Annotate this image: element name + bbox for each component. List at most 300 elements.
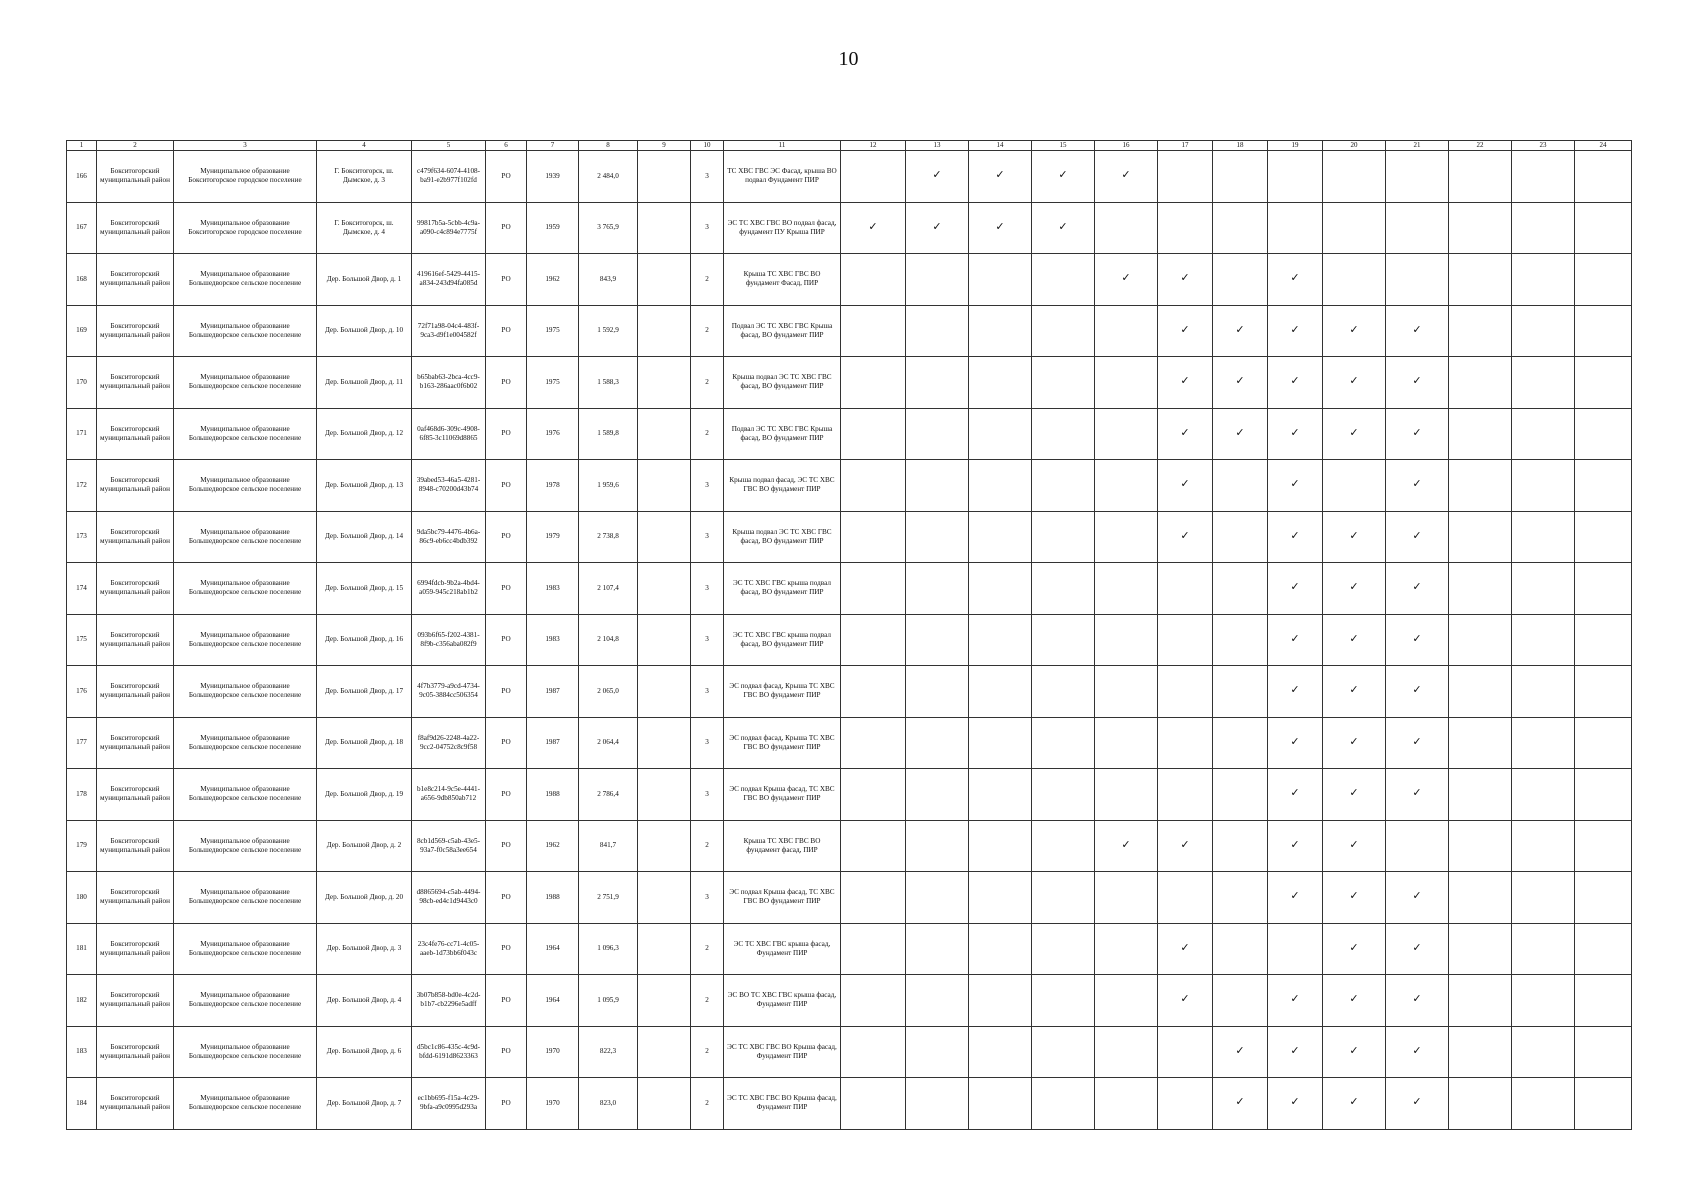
district-cell: Бокситогорский муниципальный район: [97, 975, 174, 1027]
municipality-cell: Муниципальное образование Большедворское сельское поселение: [174, 460, 317, 512]
column-header: 11: [724, 141, 841, 151]
row-number: 168: [67, 254, 97, 306]
empty-cell: [1575, 563, 1632, 615]
address-cell: Дер. Большой Двор, д. 13: [317, 460, 412, 512]
empty-cell: [906, 1078, 969, 1130]
row-number: 181: [67, 923, 97, 975]
column-10-cell: 3: [691, 460, 724, 512]
empty-cell: [1095, 305, 1158, 357]
empty-cell: [1158, 872, 1213, 924]
empty-cell: [841, 254, 906, 306]
ownership-type-cell: РО: [486, 460, 527, 512]
district-cell: Бокситогорский муниципальный район: [97, 151, 174, 203]
guid-cell: 6994fdcb-9b2a-4bd4-a059-945c218ab1b2: [412, 563, 486, 615]
column-10-cell: 3: [691, 614, 724, 666]
column-10-cell: 2: [691, 254, 724, 306]
works-cell: ЭС подвал Крыша фасад, ТС ХВС ГВС ВО фундамент ПИР: [724, 769, 841, 821]
empty-cell: [1158, 1026, 1213, 1078]
empty-cell: [906, 408, 969, 460]
district-cell: Бокситогорский муниципальный район: [97, 923, 174, 975]
empty-cell: [1449, 1026, 1512, 1078]
empty-cell: [1095, 614, 1158, 666]
empty-cell: [1449, 820, 1512, 872]
empty-cell: [969, 305, 1032, 357]
year-cell: 1976: [527, 408, 579, 460]
column-header: 14: [969, 141, 1032, 151]
empty-cell: [1158, 769, 1213, 821]
empty-cell: [1213, 769, 1268, 821]
works-cell: Крыша подвал ЭС ТС ХВС ГВС фасад, ВО фундамент ПИР: [724, 511, 841, 563]
address-cell: Дер. Большой Двор, д. 20: [317, 872, 412, 924]
district-cell: Бокситогорский муниципальный район: [97, 511, 174, 563]
ownership-type-cell: РО: [486, 717, 527, 769]
guid-cell: 093b6f65-f202-4381-8f9b-c356aba082f9: [412, 614, 486, 666]
table-row: [67, 769, 1632, 821]
empty-cell: [1095, 717, 1158, 769]
year-cell: 1979: [527, 511, 579, 563]
empty-cell: [1268, 151, 1323, 203]
empty-cell: [841, 717, 906, 769]
empty-cell: [1449, 717, 1512, 769]
column-9-cell: [638, 460, 691, 512]
column-10-cell: 3: [691, 717, 724, 769]
area-cell: 3 765,9: [579, 202, 638, 254]
empty-cell: [1095, 1078, 1158, 1130]
column-9-cell: [638, 254, 691, 306]
check-mark-icon: ✓: [1268, 614, 1323, 666]
check-mark-icon: ✓: [1268, 820, 1323, 872]
row-number: 173: [67, 511, 97, 563]
check-mark-icon: ✓: [1095, 151, 1158, 203]
empty-cell: [1032, 769, 1095, 821]
area-cell: 2 104,8: [579, 614, 638, 666]
table-row: [67, 357, 1632, 409]
empty-cell: [1575, 408, 1632, 460]
empty-cell: [841, 511, 906, 563]
municipality-cell: Муниципальное образование Большедворское сельское поселение: [174, 923, 317, 975]
address-cell: Дер. Большой Двор, д. 17: [317, 666, 412, 718]
empty-cell: [1095, 975, 1158, 1027]
table-row: [67, 614, 1632, 666]
ownership-type-cell: РО: [486, 563, 527, 615]
empty-cell: [1213, 872, 1268, 924]
ownership-type-cell: РО: [486, 1078, 527, 1130]
row-number: 174: [67, 563, 97, 615]
column-10-cell: 3: [691, 872, 724, 924]
empty-cell: [1575, 1078, 1632, 1130]
check-mark-icon: ✓: [1386, 666, 1449, 718]
address-cell: Г. Бокситогорск, ш. Дымское, д. 3: [317, 151, 412, 203]
row-number: 176: [67, 666, 97, 718]
check-mark-icon: ✓: [1158, 923, 1213, 975]
column-header: 12: [841, 141, 906, 151]
address-cell: Дер. Большой Двор, д. 18: [317, 717, 412, 769]
empty-cell: [1213, 975, 1268, 1027]
empty-cell: [1575, 717, 1632, 769]
check-mark-icon: ✓: [1386, 408, 1449, 460]
ownership-type-cell: РО: [486, 408, 527, 460]
check-mark-icon: ✓: [1268, 975, 1323, 1027]
column-9-cell: [638, 151, 691, 203]
column-9-cell: [638, 872, 691, 924]
check-mark-icon: ✓: [1323, 563, 1386, 615]
empty-cell: [969, 820, 1032, 872]
empty-cell: [1268, 202, 1323, 254]
column-10-cell: 3: [691, 666, 724, 718]
works-cell: Подвал ЭС ТС ХВС ГВС Крыша фасад, ВО фундамент ПИР: [724, 305, 841, 357]
year-cell: 1939: [527, 151, 579, 203]
column-header: 13: [906, 141, 969, 151]
guid-cell: 9da5bc79-4476-4b6a-86c9-eb6cc4bdb392: [412, 511, 486, 563]
empty-cell: [1386, 254, 1449, 306]
check-mark-icon: ✓: [1268, 408, 1323, 460]
column-10-cell: 2: [691, 923, 724, 975]
area-cell: 2 064,4: [579, 717, 638, 769]
empty-cell: [969, 408, 1032, 460]
empty-cell: [1575, 820, 1632, 872]
guid-cell: f8af9d26-2248-4a22-9cc2-04752c8c9f58: [412, 717, 486, 769]
empty-cell: [969, 923, 1032, 975]
column-9-cell: [638, 1078, 691, 1130]
empty-cell: [1449, 254, 1512, 306]
year-cell: 1987: [527, 717, 579, 769]
works-cell: ЭС ТС ХВС ГВС ВО подвал фасад, фундамент ПУ Крыша ПИР: [724, 202, 841, 254]
ownership-type-cell: РО: [486, 769, 527, 821]
works-cell: ТС ХВС ГВС ЭС Фасад, крыша ВО подвал Фундамент ПИР: [724, 151, 841, 203]
column-9-cell: [638, 511, 691, 563]
table-row: [67, 666, 1632, 718]
row-number: 170: [67, 357, 97, 409]
empty-cell: [1032, 820, 1095, 872]
empty-cell: [969, 717, 1032, 769]
empty-cell: [906, 614, 969, 666]
empty-cell: [1575, 872, 1632, 924]
empty-cell: [906, 254, 969, 306]
works-cell: ЭС ТС ХВС ГВС крыша подвал фасад, ВО фундамент ПИР: [724, 563, 841, 615]
empty-cell: [1512, 202, 1575, 254]
works-cell: ЭС ТС ХВС ГВС ВО Крыша фасад, Фундамент ПИР: [724, 1078, 841, 1130]
empty-cell: [841, 820, 906, 872]
check-mark-icon: ✓: [1386, 563, 1449, 615]
empty-cell: [1095, 872, 1158, 924]
check-mark-icon: ✓: [906, 151, 969, 203]
empty-cell: [1449, 357, 1512, 409]
column-10-cell: 2: [691, 1078, 724, 1130]
table-row: [67, 563, 1632, 615]
empty-cell: [1575, 357, 1632, 409]
column-header: 4: [317, 141, 412, 151]
empty-cell: [1213, 923, 1268, 975]
empty-cell: [841, 872, 906, 924]
empty-cell: [841, 408, 906, 460]
year-cell: 1975: [527, 305, 579, 357]
table-row: [67, 460, 1632, 512]
column-9-cell: [638, 717, 691, 769]
district-cell: Бокситогорский муниципальный район: [97, 872, 174, 924]
empty-cell: [1095, 357, 1158, 409]
row-number: 179: [67, 820, 97, 872]
table-row: [67, 151, 1632, 203]
district-cell: Бокситогорский муниципальный район: [97, 820, 174, 872]
district-cell: Бокситогорский муниципальный район: [97, 408, 174, 460]
empty-cell: [1323, 202, 1386, 254]
column-10-cell: 2: [691, 820, 724, 872]
column-9-cell: [638, 1026, 691, 1078]
empty-cell: [969, 563, 1032, 615]
column-9-cell: [638, 202, 691, 254]
guid-cell: 3b07b858-bd0e-4c2d-b1b7-cb2296e5adff: [412, 975, 486, 1027]
empty-cell: [906, 975, 969, 1027]
column-header: 5: [412, 141, 486, 151]
empty-cell: [1512, 975, 1575, 1027]
column-9-cell: [638, 408, 691, 460]
row-number: 178: [67, 769, 97, 821]
check-mark-icon: ✓: [969, 202, 1032, 254]
district-cell: Бокситогорский муниципальный район: [97, 357, 174, 409]
empty-cell: [969, 460, 1032, 512]
area-cell: 2 786,4: [579, 769, 638, 821]
empty-cell: [1575, 923, 1632, 975]
column-header: 2: [97, 141, 174, 151]
check-mark-icon: ✓: [1268, 254, 1323, 306]
column-9-cell: [638, 305, 691, 357]
empty-cell: [1512, 357, 1575, 409]
empty-cell: [1512, 305, 1575, 357]
check-mark-icon: ✓: [1386, 511, 1449, 563]
address-cell: Дер. Большой Двор, д. 4: [317, 975, 412, 1027]
empty-cell: [1323, 151, 1386, 203]
empty-cell: [1095, 666, 1158, 718]
check-mark-icon: ✓: [1386, 923, 1449, 975]
check-mark-icon: ✓: [1268, 460, 1323, 512]
row-number: 167: [67, 202, 97, 254]
check-mark-icon: ✓: [906, 202, 969, 254]
empty-cell: [1449, 666, 1512, 718]
empty-cell: [1386, 820, 1449, 872]
column-header: 19: [1268, 141, 1323, 151]
empty-cell: [841, 357, 906, 409]
district-cell: Бокситогорский муниципальный район: [97, 305, 174, 357]
column-10-cell: 2: [691, 357, 724, 409]
column-9-cell: [638, 563, 691, 615]
empty-cell: [841, 151, 906, 203]
ownership-type-cell: РО: [486, 254, 527, 306]
empty-cell: [841, 975, 906, 1027]
column-header: 24: [1575, 141, 1632, 151]
column-header: 23: [1512, 141, 1575, 151]
address-cell: Дер. Большой Двор, д. 16: [317, 614, 412, 666]
ownership-type-cell: РО: [486, 614, 527, 666]
empty-cell: [1512, 666, 1575, 718]
empty-cell: [1449, 511, 1512, 563]
page-number: 10: [838, 48, 859, 70]
check-mark-icon: ✓: [1386, 614, 1449, 666]
empty-cell: [1032, 717, 1095, 769]
column-10-cell: 2: [691, 408, 724, 460]
row-number: 172: [67, 460, 97, 512]
empty-cell: [906, 460, 969, 512]
check-mark-icon: ✓: [1268, 769, 1323, 821]
empty-cell: [1512, 563, 1575, 615]
column-header: 10: [691, 141, 724, 151]
address-cell: Дер. Большой Двор, д. 19: [317, 769, 412, 821]
check-mark-icon: ✓: [1213, 1078, 1268, 1130]
district-cell: Бокситогорский муниципальный район: [97, 666, 174, 718]
check-mark-icon: ✓: [1386, 460, 1449, 512]
check-mark-icon: ✓: [1268, 872, 1323, 924]
table-row: [67, 872, 1632, 924]
area-cell: 1 959,6: [579, 460, 638, 512]
empty-cell: [1512, 923, 1575, 975]
column-header: 17: [1158, 141, 1213, 151]
column-header: 16: [1095, 141, 1158, 151]
empty-cell: [1575, 202, 1632, 254]
empty-cell: [1158, 202, 1213, 254]
empty-cell: [1575, 1026, 1632, 1078]
empty-cell: [1575, 975, 1632, 1027]
row-number: 177: [67, 717, 97, 769]
empty-cell: [1575, 614, 1632, 666]
empty-cell: [1095, 408, 1158, 460]
empty-cell: [1512, 820, 1575, 872]
empty-cell: [1449, 975, 1512, 1027]
column-header: 22: [1449, 141, 1512, 151]
empty-cell: [1575, 151, 1632, 203]
district-cell: Бокситогорский муниципальный район: [97, 769, 174, 821]
empty-cell: [906, 1026, 969, 1078]
check-mark-icon: ✓: [1213, 305, 1268, 357]
address-cell: Дер. Большой Двор, д. 3: [317, 923, 412, 975]
check-mark-icon: ✓: [1158, 254, 1213, 306]
check-mark-icon: ✓: [1268, 563, 1323, 615]
ownership-type-cell: РО: [486, 357, 527, 409]
column-header: 18: [1213, 141, 1268, 151]
capital-repair-table: [66, 140, 1632, 1130]
check-mark-icon: ✓: [1323, 923, 1386, 975]
table-row: [67, 408, 1632, 460]
address-cell: Дер. Большой Двор, д. 1: [317, 254, 412, 306]
check-mark-icon: ✓: [1386, 305, 1449, 357]
row-number: 182: [67, 975, 97, 1027]
check-mark-icon: ✓: [1158, 357, 1213, 409]
municipality-cell: Муниципальное образование Большедворское сельское поселение: [174, 1078, 317, 1130]
table-row: [67, 975, 1632, 1027]
empty-cell: [1213, 254, 1268, 306]
guid-cell: d5bc1c86-435c-4c9d-bfdd-6191d8623363: [412, 1026, 486, 1078]
empty-cell: [1575, 511, 1632, 563]
works-cell: ЭС ТС ХВС ГВС крыша подвал фасад, ВО фундамент ПИР: [724, 614, 841, 666]
check-mark-icon: ✓: [1323, 305, 1386, 357]
municipality-cell: Муниципальное образование Большедворское сельское поселение: [174, 614, 317, 666]
column-9-cell: [638, 769, 691, 821]
empty-cell: [841, 563, 906, 615]
check-mark-icon: ✓: [1268, 357, 1323, 409]
check-mark-icon: ✓: [1323, 614, 1386, 666]
empty-cell: [1449, 614, 1512, 666]
column-header: 9: [638, 141, 691, 151]
empty-cell: [1512, 614, 1575, 666]
empty-cell: [1512, 1078, 1575, 1130]
empty-cell: [841, 769, 906, 821]
check-mark-icon: ✓: [1386, 872, 1449, 924]
works-cell: Крыша подвал фасад, ЭС ТС ХВС ГВС ВО фундамент ПИР: [724, 460, 841, 512]
area-cell: 1 096,3: [579, 923, 638, 975]
check-mark-icon: ✓: [1386, 975, 1449, 1027]
check-mark-icon: ✓: [1323, 1078, 1386, 1130]
check-mark-icon: ✓: [1386, 357, 1449, 409]
empty-cell: [841, 1026, 906, 1078]
year-cell: 1987: [527, 666, 579, 718]
empty-cell: [1449, 151, 1512, 203]
empty-cell: [969, 666, 1032, 718]
table-row: [67, 1078, 1632, 1130]
municipality-cell: Муниципальное образование Большедворское сельское поселение: [174, 408, 317, 460]
empty-cell: [1512, 769, 1575, 821]
empty-cell: [969, 254, 1032, 306]
empty-cell: [1032, 254, 1095, 306]
empty-cell: [969, 1078, 1032, 1130]
empty-cell: [1095, 460, 1158, 512]
empty-cell: [1158, 151, 1213, 203]
column-9-cell: [638, 923, 691, 975]
table-row: [67, 305, 1632, 357]
year-cell: 1975: [527, 357, 579, 409]
empty-cell: [1095, 923, 1158, 975]
check-mark-icon: ✓: [1268, 666, 1323, 718]
empty-cell: [1512, 717, 1575, 769]
empty-cell: [1032, 511, 1095, 563]
column-header: 15: [1032, 141, 1095, 151]
empty-cell: [1095, 769, 1158, 821]
column-10-cell: 3: [691, 511, 724, 563]
empty-cell: [1449, 408, 1512, 460]
empty-cell: [906, 872, 969, 924]
year-cell: 1983: [527, 563, 579, 615]
address-cell: Дер. Большой Двор, д. 7: [317, 1078, 412, 1130]
column-9-cell: [638, 357, 691, 409]
ownership-type-cell: РО: [486, 820, 527, 872]
column-header: 21: [1386, 141, 1449, 151]
empty-cell: [1032, 563, 1095, 615]
empty-cell: [906, 923, 969, 975]
empty-cell: [1512, 254, 1575, 306]
empty-cell: [841, 923, 906, 975]
check-mark-icon: ✓: [1158, 975, 1213, 1027]
check-mark-icon: ✓: [1323, 357, 1386, 409]
empty-cell: [1213, 563, 1268, 615]
address-cell: Дер. Большой Двор, д. 15: [317, 563, 412, 615]
municipality-cell: Муниципальное образование Большедворское сельское поселение: [174, 1026, 317, 1078]
works-cell: Крыша ТС ХВС ГВС ВО фундамент Фасад, ПИР: [724, 254, 841, 306]
municipality-cell: Муниципальное образование Большедворское сельское поселение: [174, 975, 317, 1027]
empty-cell: [1575, 305, 1632, 357]
check-mark-icon: ✓: [1213, 1026, 1268, 1078]
year-cell: 1988: [527, 872, 579, 924]
row-number: 166: [67, 151, 97, 203]
empty-cell: [1213, 717, 1268, 769]
table-row: [67, 1026, 1632, 1078]
empty-cell: [969, 1026, 1032, 1078]
municipality-cell: Муниципальное образование Бокситогорское городское поселение: [174, 202, 317, 254]
area-cell: 1 588,3: [579, 357, 638, 409]
works-cell: Крыша ТС ХВС ГВС ВО фундамент фасад, ПИР: [724, 820, 841, 872]
year-cell: 1964: [527, 923, 579, 975]
guid-cell: 0af468d6-309c-4908-6f85-3c11069d8865: [412, 408, 486, 460]
check-mark-icon: ✓: [1323, 975, 1386, 1027]
empty-cell: [969, 872, 1032, 924]
district-cell: Бокситогорский муниципальный район: [97, 202, 174, 254]
check-mark-icon: ✓: [1213, 408, 1268, 460]
